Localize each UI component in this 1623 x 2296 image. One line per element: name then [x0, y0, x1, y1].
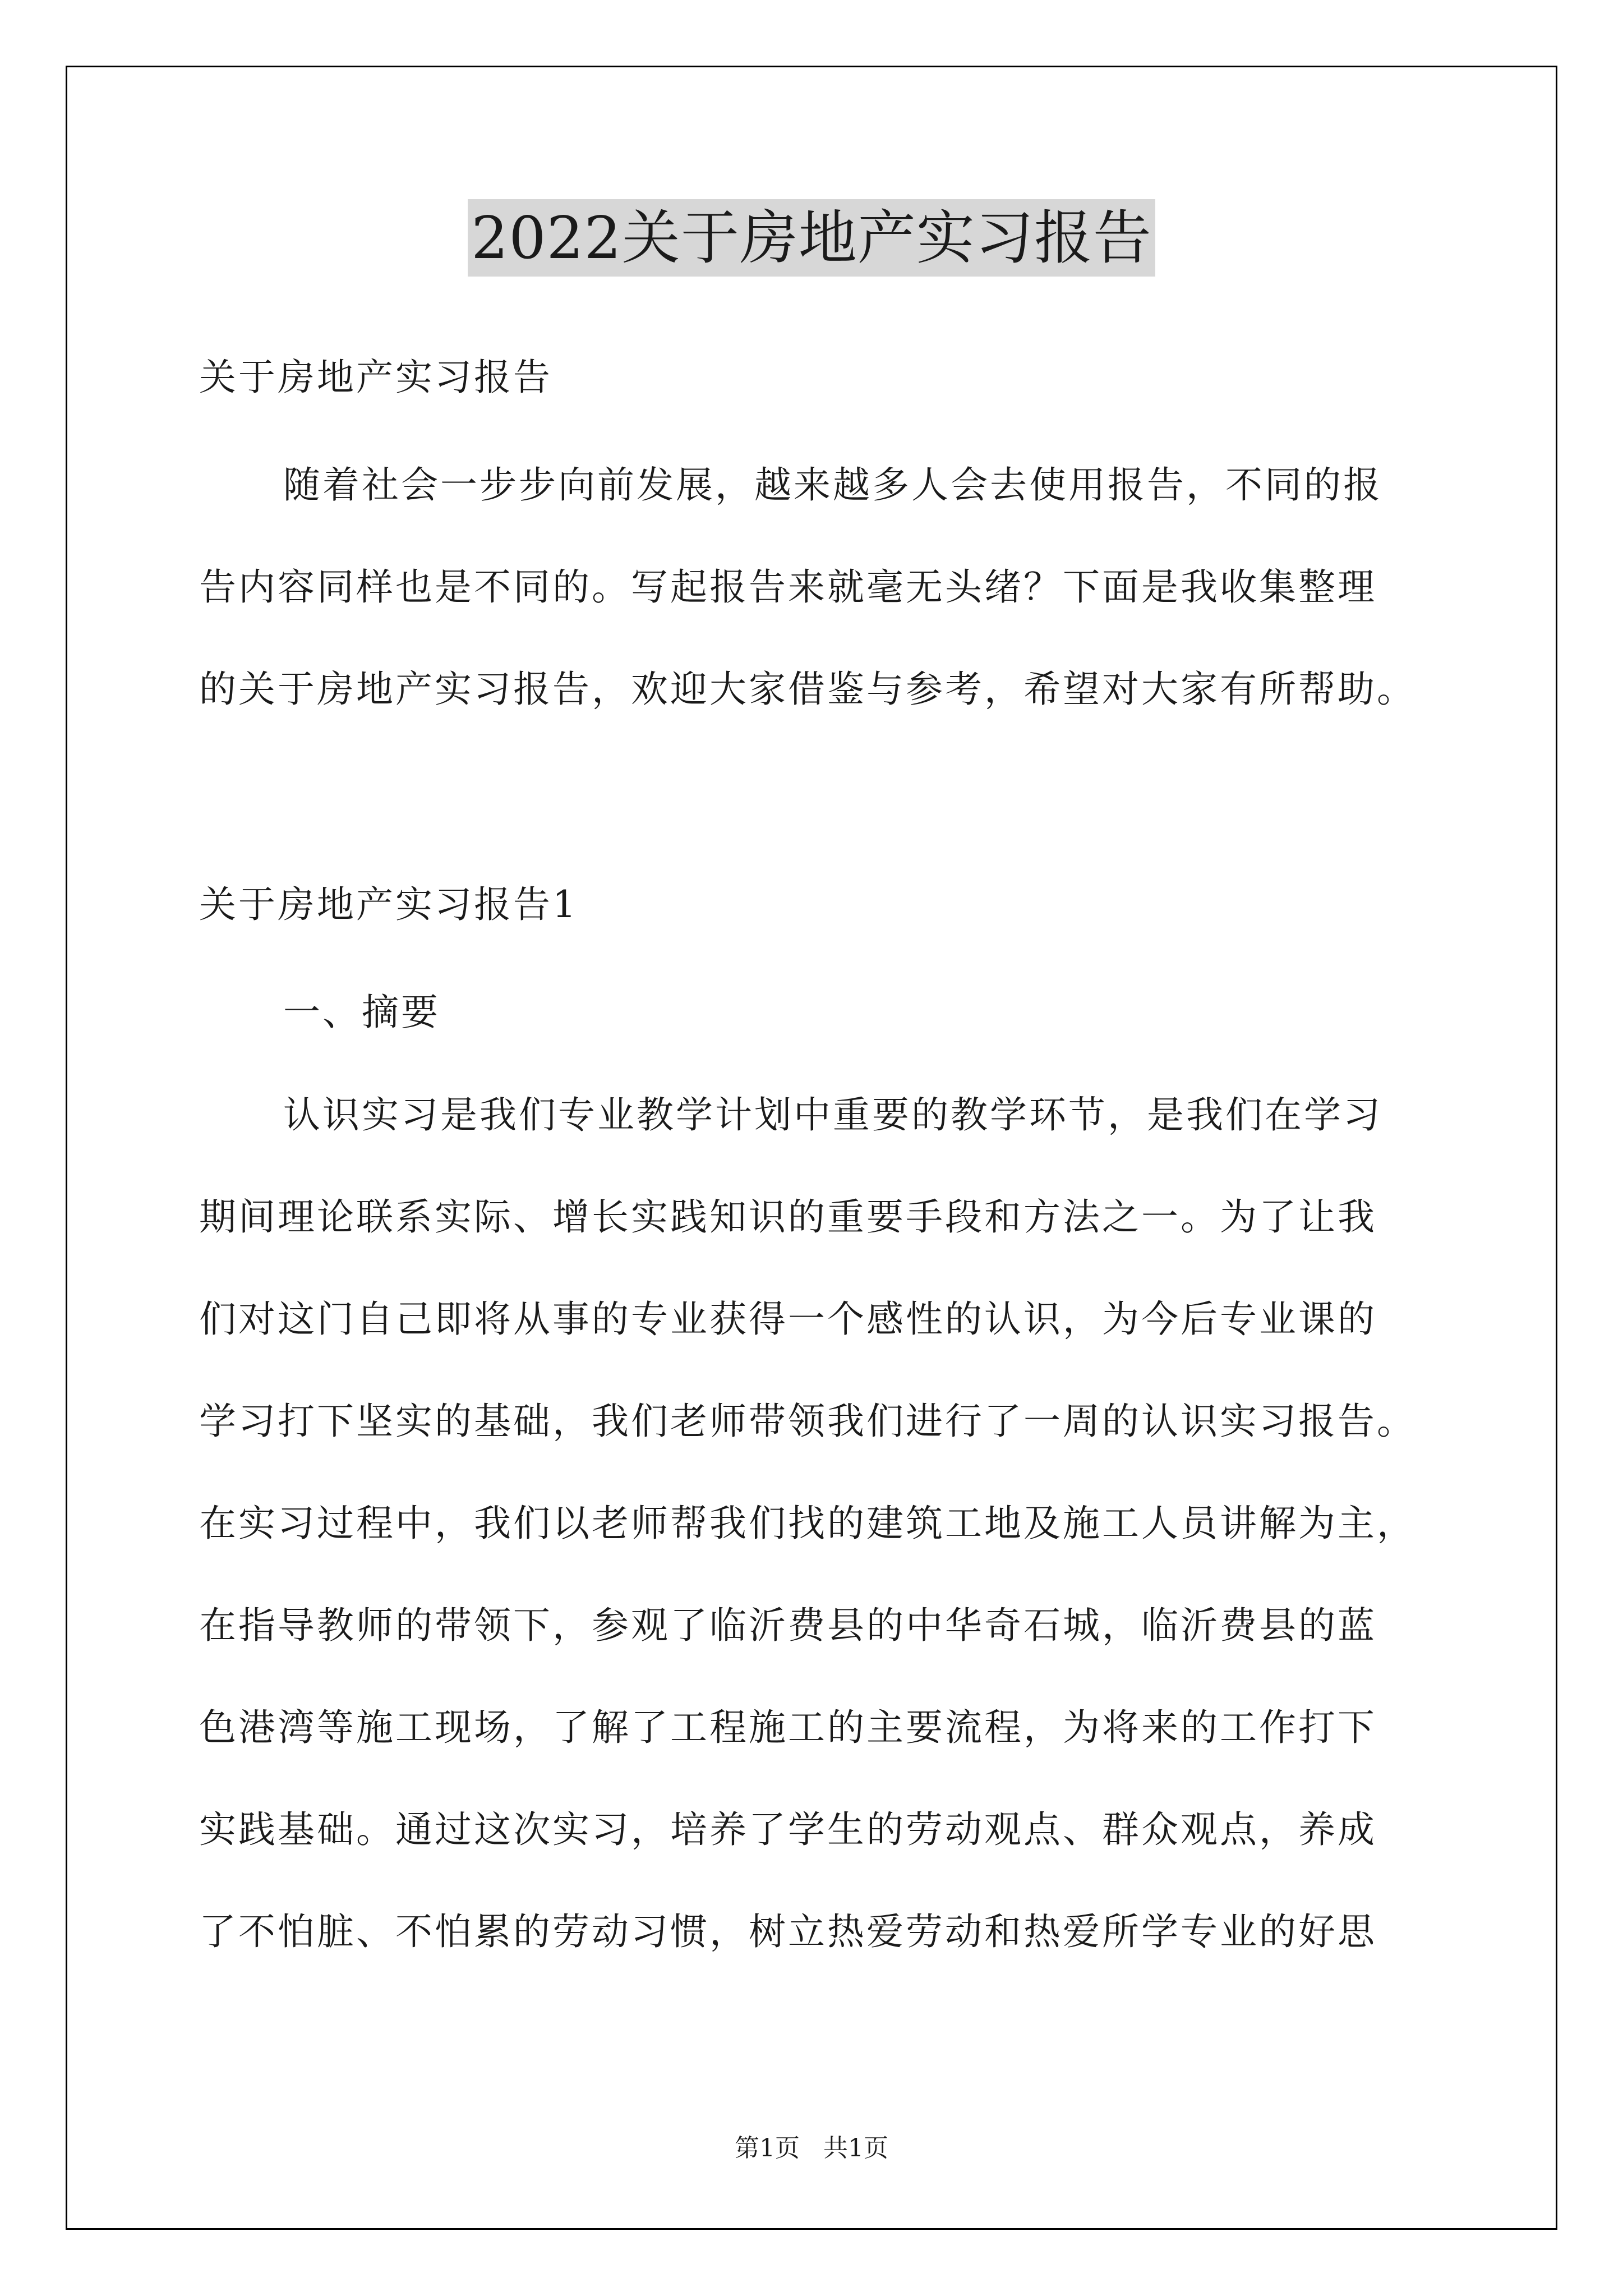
- body-line: 期间理论联系实际、增长实践知识的重要手段和方法之一。为了让我: [199, 1195, 1377, 1239]
- subsection-heading: 一、摘要: [283, 991, 440, 1034]
- page-footer: [0, 2132, 1623, 2165]
- body-line: 在指导教师的带领下，参观了临沂费县的中华奇石城，临沂费县的蓝: [199, 1604, 1377, 1647]
- body-line: 色港湾等施工现场，了解了工程施工的主要流程，为将来的工作打下: [199, 1706, 1377, 1749]
- section-heading: 关于房地产实习报告1: [199, 883, 578, 926]
- body-line: 在实习过程中，我们以老师帮我们找的建筑工地及施工人员讲解为主，: [199, 1502, 1416, 1545]
- page-total: 共1页: [823, 2134, 888, 2162]
- title-container: [0, 199, 1623, 277]
- body-line: 认识实习是我们专业教学计划中重要的教学环节，是我们在学习: [283, 1093, 1382, 1137]
- body-line: 们对这门自己即将从事的专业获得一个感性的认识，为今后专业课的: [199, 1297, 1377, 1341]
- body-line: 实践基础。通过这次实习，培养了学生的劳动观点、群众观点，养成: [199, 1808, 1377, 1851]
- intro-line: 随着社会一步步向前发展，越来越多人会去使用报告，不同的报: [283, 463, 1382, 507]
- intro-line: 告内容同样也是不同的。写起报告来就毫无头绪？下面是我收集整理: [199, 565, 1377, 609]
- body-line: 学习打下坚实的基础，我们老师带领我们进行了一周的认识实习报告。: [199, 1400, 1416, 1443]
- page-number: 第1页: [735, 2134, 800, 2162]
- intro-line: 的关于房地产实习报告，欢迎大家借鉴与参考，希望对大家有所帮助。: [199, 668, 1416, 711]
- subtitle: 关于房地产实习报告: [199, 356, 552, 399]
- body-line: 了不怕脏、不怕累的劳动习惯，树立热爱劳动和热爱所学专业的好思: [199, 1910, 1377, 1953]
- document-title: 2022关于房地产实习报告: [468, 199, 1155, 277]
